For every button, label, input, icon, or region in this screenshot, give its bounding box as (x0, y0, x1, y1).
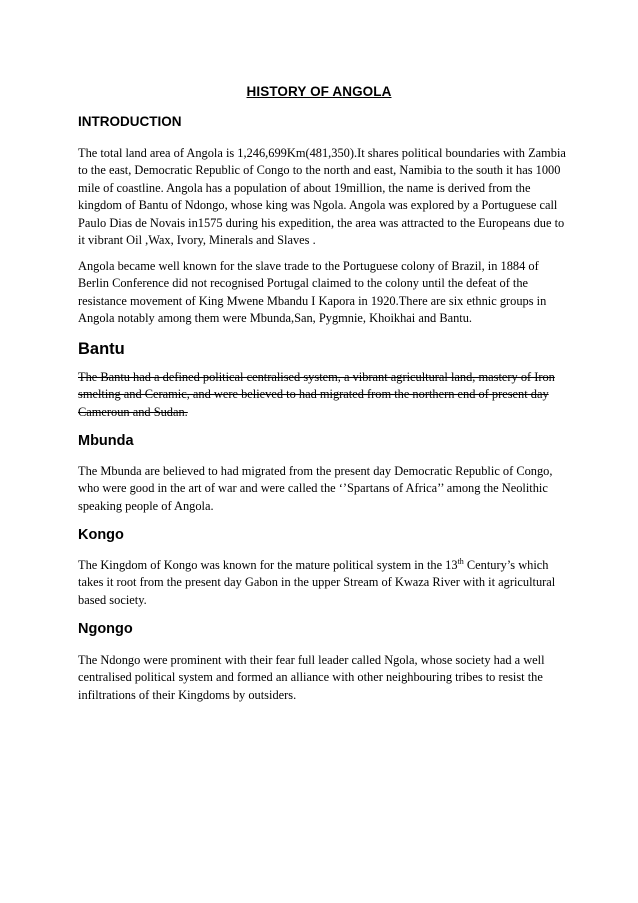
introduction-paragraph-1: The total land area of Angola is 1,246,699Km(481,350).It shares political boundaries with Zambia to the east, Democratic Republic of Congo to the north and east, Namibia to the south it has 1000 mile of coastline. Angola has a population of about 19million, the name is derived from the kingdom of Bantu of Ndongo, whose king was Ngola. Angola was explored by a Portuguese call Paulo Dias de Novais in1575 during his expedition, the area was attracted to the Europeans due to it vibrant Oil ,Wax, Ivory, Minerals and Slaves . (78, 146, 566, 248)
kongo-text-start: The Kingdom of Kongo was known for the mature political system in the 13 (78, 558, 458, 572)
heading-kongo: Kongo (78, 527, 124, 543)
heading-ngongo: Ngongo (78, 621, 133, 637)
kongo-paragraph (78, 557, 568, 609)
bantu-paragraph: The Bantu had a defined political centralised system, a vibrant agricultural land, mastery of Iron smelting and Ceramic, and were believed to had migrated from the northern end of present day Cameroun and Sudan. (78, 370, 555, 419)
heading-bantu: Bantu (78, 340, 125, 358)
introduction-paragraph-2: Angola became well known for the slave trade to the Portuguese colony of Brazil, in 1884 of Berlin Conference did not recognised Portugal claimed to the colony until the defeat of the resistance movement of King Mwene Mbandu I Kapora in 1920.There are six ethnic groups in Angola notably among them were Mbunda,San, Pygmnie, Khoikhai and Bantu. (78, 259, 547, 326)
kongo-superscript: th (457, 556, 464, 566)
ngongo-paragraph: The Ndongo were prominent with their fear full leader called Ngola, whose society had a well centralised political system and formed an alliance with other neighbouring tribes to resist the infiltrations of their Kingdoms by outsiders. (78, 653, 545, 702)
mbunda-paragraph: The Mbunda are believed to had migrated from the present day Democratic Republic of Congo, who were good in the art of war and were called the ‘’Spartans of Africa’’ among the Neolithic speaking people of Angola. (78, 464, 553, 513)
kongo-text-end: Century’s which takes it root from the present day Gabon in the upper Stream of Kwaza River with it agricultural based society. (78, 558, 556, 607)
document-title: HISTORY OF ANGOLA (246, 84, 392, 99)
heading-introduction: INTRODUCTION (78, 114, 182, 129)
heading-mbunda: Mbunda (78, 433, 134, 449)
